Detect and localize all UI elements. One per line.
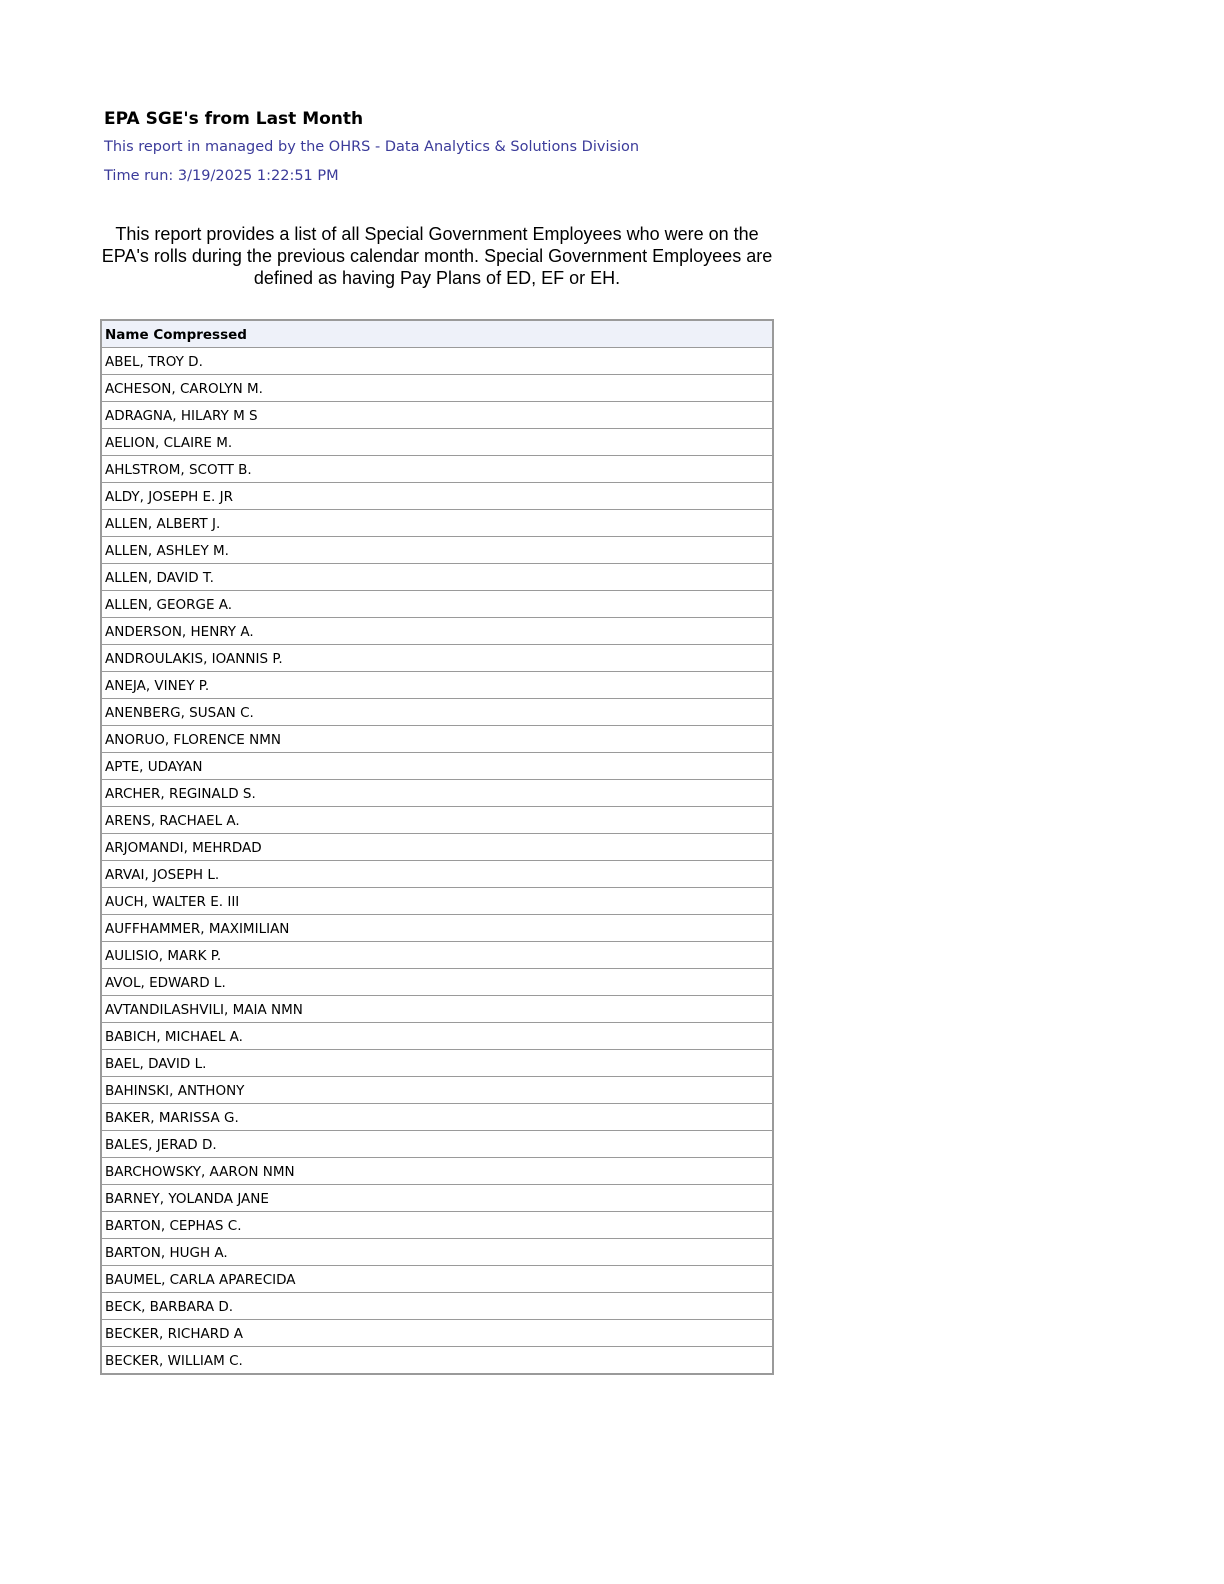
names-table [100, 319, 774, 1375]
table-row [101, 672, 773, 699]
name-cell: BARCHOWSKY, AARON NMN [101, 1158, 773, 1185]
name-cell: ANENBERG, SUSAN C. [101, 699, 773, 726]
table-row [101, 996, 773, 1023]
table-row [101, 618, 773, 645]
report-time-run: Time run: 3/19/2025 1:22:51 PM [104, 168, 339, 184]
name-cell: ARJOMANDI, MEHRDAD [101, 834, 773, 861]
name-cell: BECK, BARBARA D. [101, 1293, 773, 1320]
name-cell: ADRAGNA, HILARY M S [101, 402, 773, 429]
name-cell: BALES, JERAD D. [101, 1131, 773, 1158]
table-row [101, 915, 773, 942]
table-row [101, 1104, 773, 1131]
name-cell: ALDY, JOSEPH E. JR [101, 483, 773, 510]
name-cell: ANEJA, VINEY P. [101, 672, 773, 699]
table-row [101, 1077, 773, 1104]
name-cell: BAUMEL, CARLA APARECIDA [101, 1266, 773, 1293]
table-row [101, 591, 773, 618]
table-row [101, 1158, 773, 1185]
name-cell: ANORUO, FLORENCE NMN [101, 726, 773, 753]
name-cell: BECKER, WILLIAM C. [101, 1347, 773, 1375]
table-row [101, 456, 773, 483]
table-row [101, 888, 773, 915]
table-row [101, 1185, 773, 1212]
table-row [101, 942, 773, 969]
column-header-name-compressed: Name Compressed [101, 320, 773, 348]
table-row [101, 1023, 773, 1050]
report-managed-by: This report in managed by the OHRS - Data Analytics & Solutions Division [104, 139, 640, 155]
name-cell: AVOL, EDWARD L. [101, 969, 773, 996]
table-row [101, 834, 773, 861]
table-row [101, 1239, 773, 1266]
name-cell: APTE, UDAYAN [101, 753, 773, 780]
table-row [101, 564, 773, 591]
table-row [101, 861, 773, 888]
name-cell: ALLEN, DAVID T. [101, 564, 773, 591]
table-header-row [101, 320, 773, 348]
name-cell: BARTON, CEPHAS C. [101, 1212, 773, 1239]
table-row [101, 402, 773, 429]
name-cell: BAEL, DAVID L. [101, 1050, 773, 1077]
name-cell: AUCH, WALTER E. III [101, 888, 773, 915]
report-description: This report provides a list of all Special Government Employees who were on the EPA's rolls during the previous calendar month. Special Government Employees are defined as having Pay Plans of ED, EF or EH. [101, 224, 773, 288]
name-cell: AELION, CLAIRE M. [101, 429, 773, 456]
name-cell: BARTON, HUGH A. [101, 1239, 773, 1266]
report-title: EPA SGE's from Last Month [104, 109, 364, 129]
table-row [101, 699, 773, 726]
name-cell: BARNEY, YOLANDA JANE [101, 1185, 773, 1212]
name-cell: BECKER, RICHARD A [101, 1320, 773, 1347]
name-cell: ALLEN, GEORGE A. [101, 591, 773, 618]
table-row [101, 645, 773, 672]
table-row [101, 1293, 773, 1320]
table-row [101, 726, 773, 753]
table-row [101, 753, 773, 780]
name-cell: AUFFHAMMER, MAXIMILIAN [101, 915, 773, 942]
table-row [101, 510, 773, 537]
name-cell: AVTANDILASHVILI, MAIA NMN [101, 996, 773, 1023]
table-row [101, 1050, 773, 1077]
name-cell: ABEL, TROY D. [101, 348, 773, 375]
table-row [101, 1266, 773, 1293]
table-row [101, 537, 773, 564]
table-row [101, 348, 773, 375]
table-body [101, 348, 773, 1375]
table-row [101, 375, 773, 402]
table-row [101, 1347, 773, 1375]
table-row [101, 1212, 773, 1239]
table-row [101, 780, 773, 807]
table-row [101, 807, 773, 834]
name-cell: ANDERSON, HENRY A. [101, 618, 773, 645]
name-cell: ARENS, RACHAEL A. [101, 807, 773, 834]
table-row [101, 483, 773, 510]
name-cell: AHLSTROM, SCOTT B. [101, 456, 773, 483]
name-cell: ARCHER, REGINALD S. [101, 780, 773, 807]
name-cell: BAKER, MARISSA G. [101, 1104, 773, 1131]
table-row [101, 969, 773, 996]
name-cell: ALLEN, ALBERT J. [101, 510, 773, 537]
name-cell: BABICH, MICHAEL A. [101, 1023, 773, 1050]
name-cell: ARVAI, JOSEPH L. [101, 861, 773, 888]
table-row [101, 1320, 773, 1347]
name-cell: AULISIO, MARK P. [101, 942, 773, 969]
name-cell: ACHESON, CAROLYN M. [101, 375, 773, 402]
name-cell: BAHINSKI, ANTHONY [101, 1077, 773, 1104]
table-row [101, 429, 773, 456]
table-row [101, 1131, 773, 1158]
name-cell: ANDROULAKIS, IOANNIS P. [101, 645, 773, 672]
name-cell: ALLEN, ASHLEY M. [101, 537, 773, 564]
